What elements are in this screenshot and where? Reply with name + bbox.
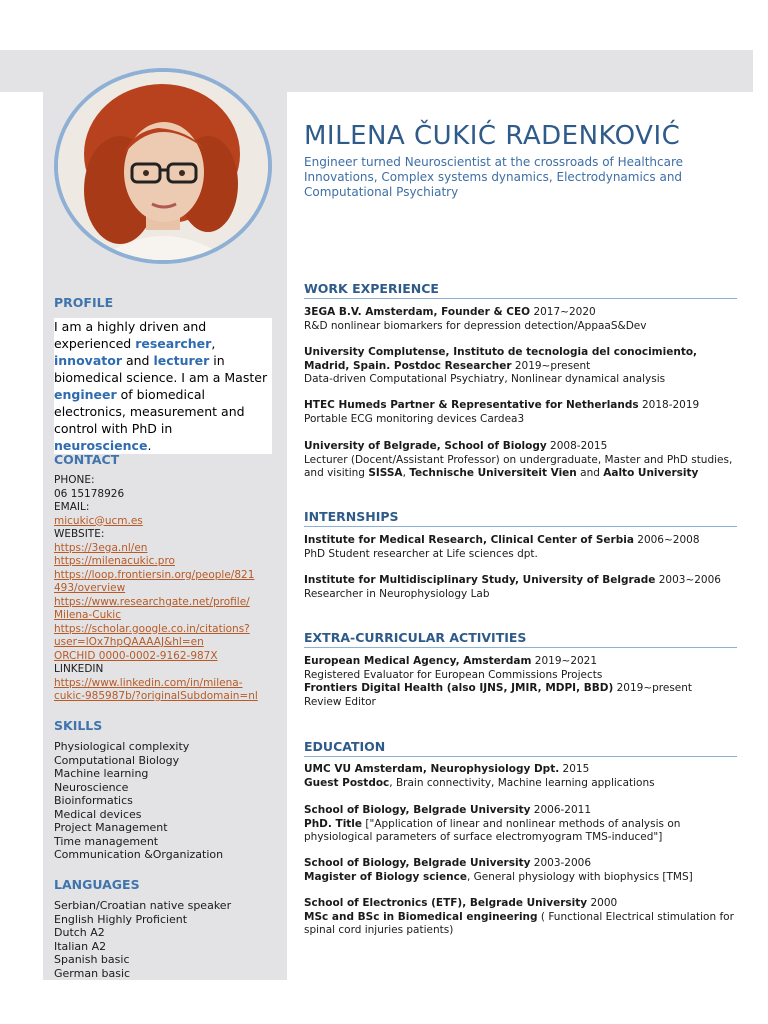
entry-date: 2006~2008: [633, 534, 700, 546]
skill-item: Machine learning: [54, 767, 149, 780]
skills-heading: SKILLS: [54, 718, 103, 733]
entry-title: Institute for Medical Research, Clinical Center of Serbia: [304, 534, 634, 546]
education-entry-umc: [304, 763, 744, 790]
entry-date: 2015: [559, 763, 590, 775]
entry-description: ( Functional Electrical stimulation for spinal cord injuries patients): [304, 910, 734, 936]
entry-text: SISSA: [368, 467, 403, 479]
internship-entry-imr: [304, 534, 744, 561]
entry-description: Registered Evaluator for European Commissions Projects: [304, 668, 603, 681]
person-name: MILENA ČUKIĆ RADENKOVIĆ: [304, 121, 681, 151]
entry-title: School of Biology, Belgrade University: [304, 857, 531, 869]
contact-heading: CONTACT: [54, 452, 120, 467]
tagline: Engineer turned Neuroscientist at the crossroads of Healthcare Innovations, Complex systems dynamics, Electrodynamics and Computational Psychiatry: [304, 155, 684, 199]
entry-title: School of Electronics (ETF), Belgrade University: [304, 897, 588, 909]
language-item: Spanish basic: [54, 953, 130, 966]
entry-title: HTEC Humeds Partner & Representative for Netherlands: [304, 399, 639, 411]
email-link[interactable]: micukic@ucm.es: [54, 514, 143, 527]
entry-description: PhD Student researcher at Life sciences dpt.: [304, 547, 538, 560]
entry-title: European Medical Agency, Amsterdam: [304, 655, 532, 667]
website-link-3ega[interactable]: https://3ega.nl/en: [54, 541, 148, 554]
entry-description: , Brain connectivity, Machine learning applications: [389, 776, 655, 789]
keyword-innovator: innovator: [54, 353, 122, 368]
profile-heading: PROFILE: [54, 295, 114, 310]
entry-title: University Complutense, Instituto de tecnologia del conocimiento, Madrid, Spain. Postdoc Researcher: [304, 346, 698, 372]
entry-text: Aalto University: [603, 467, 699, 479]
profile-text: I am a highly driven and experienced: [54, 319, 207, 351]
entry-date: 2019~present: [511, 359, 591, 372]
skill-item: Communication &Organization: [54, 848, 224, 861]
entry-description: , General physiology with biophysics [TMS]: [466, 870, 693, 883]
education-entry-magister: [304, 857, 744, 884]
entry-role: Guest Postdoc: [304, 776, 390, 789]
keyword-researcher: researcher: [135, 336, 212, 351]
education-heading: EDUCATION: [304, 739, 737, 757]
entry-date: 2017~2020: [530, 306, 596, 318]
profile-text: ,: [211, 336, 216, 351]
entry-date: 2019~present: [613, 682, 693, 694]
language-item: Dutch A2: [54, 926, 105, 939]
linkedin-link-cont[interactable]: cukic-985987b/?originalSubdomain=nl: [54, 690, 258, 702]
entry-date: 2003~2006: [655, 574, 721, 586]
entry-role: MSc and BSc in Biomedical engineering: [304, 910, 538, 923]
skill-item: Medical devices: [54, 807, 142, 821]
linkedin-label: LINKEDIN: [54, 663, 104, 675]
entry-description: ["Application of linear and nonlinear methods of analysis on physiological parameters of surface electromyogram TMS-induced"]: [304, 817, 681, 843]
work-experience-heading: WORK EXPERIENCE: [304, 281, 737, 299]
website-link-frontiers-cont[interactable]: 493/overview: [54, 582, 126, 594]
languages-list: [54, 899, 231, 980]
profile-text: in biomedical science. I am a Master: [54, 353, 268, 385]
entry-title: University of Belgrade, School of Biology: [304, 440, 547, 452]
website-label: WEBSITE:: [54, 528, 105, 540]
website-link-personal[interactable]: https://milenacukic.pro: [54, 555, 175, 567]
languages-heading: LANGUAGES: [54, 877, 140, 892]
profile-photo: [54, 68, 272, 264]
keyword-lecturer: lecturer: [153, 353, 210, 368]
entry-date: 2000: [587, 897, 618, 909]
entry-title: Institute for Multidisciplinary Study, University of Belgrade: [304, 574, 656, 586]
entry-text: Lecturer (Docent/Assistant Professor) on undergraduate, Master and PhD studies, and visiting: [304, 453, 733, 479]
skill-item: Project Management: [54, 821, 168, 834]
entry-text: ,: [402, 467, 410, 479]
skills-list: [54, 740, 223, 862]
entry-description: Data-driven Computational Psychiatry, Nonlinear dynamical analysis: [304, 373, 666, 385]
keyword-neuroscience: neuroscience: [54, 438, 148, 453]
entry-date: 2018-2019: [638, 399, 700, 411]
entry-description: [304, 454, 744, 481]
linkedin-link[interactable]: https://www.linkedin.com/in/milena-: [54, 676, 243, 689]
entry-text: and: [576, 467, 604, 479]
website-link-researchgate[interactable]: https://www.researchgate.net/profile/: [54, 595, 250, 608]
entry-description: Researcher in Neurophysiology Lab: [304, 587, 490, 600]
entry-date: 2003-2006: [530, 857, 592, 869]
work-entry-htec: [304, 399, 744, 426]
language-item: German basic: [54, 966, 131, 980]
skill-item: Computational Biology: [54, 753, 180, 767]
entry-description: R&D nonlinear biomarkers for depression detection/AppaaS&Dev: [304, 319, 647, 332]
profile-text: and: [121, 353, 154, 368]
phone-number: 06 15178926: [54, 487, 125, 500]
entry-title: School of Biology, Belgrade University: [304, 804, 531, 816]
orchid-link[interactable]: ORCHID 0000-0002-9162-987X: [54, 649, 218, 662]
language-item: Serbian/Croatian native speaker: [54, 899, 232, 912]
entry-text: Technische Universiteit Vien: [409, 467, 577, 479]
work-entry-belgrade: [304, 440, 744, 481]
education-entry-phd: [304, 804, 744, 845]
entry-role: Magister of Biology science: [304, 870, 467, 883]
website-link-researchgate-cont[interactable]: Milena-Cukic: [54, 609, 121, 621]
skill-item: Bioinformatics: [54, 794, 133, 807]
email-label: EMAIL:: [54, 501, 90, 513]
keyword-engineer: engineer: [54, 387, 117, 402]
extracurricular-heading: EXTRA-CURRICULAR ACTIVITIES: [304, 630, 737, 648]
entry-title: Frontiers Digital Health (also IJNS, JMIR, MDPI, BBD): [304, 682, 614, 694]
work-entry-complutense: [304, 346, 744, 387]
entry-date: 2019~2021: [531, 655, 598, 667]
work-entry-3ega: [304, 306, 744, 333]
entry-date: 2008-2015: [546, 440, 608, 452]
website-link-frontiers[interactable]: https://loop.frontiersin.org/people/821: [54, 568, 255, 581]
internships-heading: INTERNSHIPS: [304, 509, 737, 527]
language-item: English Highly Proficient: [54, 912, 188, 926]
entry-title: UMC VU Amsterdam, Neurophysiology Dpt.: [304, 763, 560, 775]
skill-item: Physiological complexity: [54, 740, 190, 753]
entry-role: PhD. Title: [304, 817, 363, 830]
profile-summary: [54, 318, 272, 454]
extracurricular-entry-ema: [304, 655, 744, 709]
entry-description: Portable ECG monitoring devices Cardea3: [304, 412, 525, 425]
internship-entry-ims: [304, 574, 744, 601]
education-entry-etf: [304, 897, 744, 938]
portrait-illustration: [58, 72, 268, 260]
profile-text: .: [147, 438, 152, 453]
entry-description: Review Editor: [304, 695, 376, 708]
skill-item: Neuroscience: [54, 780, 129, 794]
language-item: Italian A2: [54, 939, 107, 953]
entry-title: 3EGA B.V. Amsterdam, Founder & CEO: [304, 306, 531, 318]
phone-label: PHONE:: [54, 474, 95, 486]
website-link-scholar[interactable]: https://scholar.google.co.in/citations?: [54, 622, 250, 635]
contact-block: [54, 474, 276, 704]
entry-date: 2006-2011: [530, 804, 592, 816]
website-link-scholar-cont[interactable]: user=lOx7hpQAAAAJ&hl=en: [54, 636, 204, 648]
skill-item: Time management: [54, 834, 159, 848]
profile-text: of biomedical electronics, measurement and control with PhD in: [54, 387, 245, 436]
